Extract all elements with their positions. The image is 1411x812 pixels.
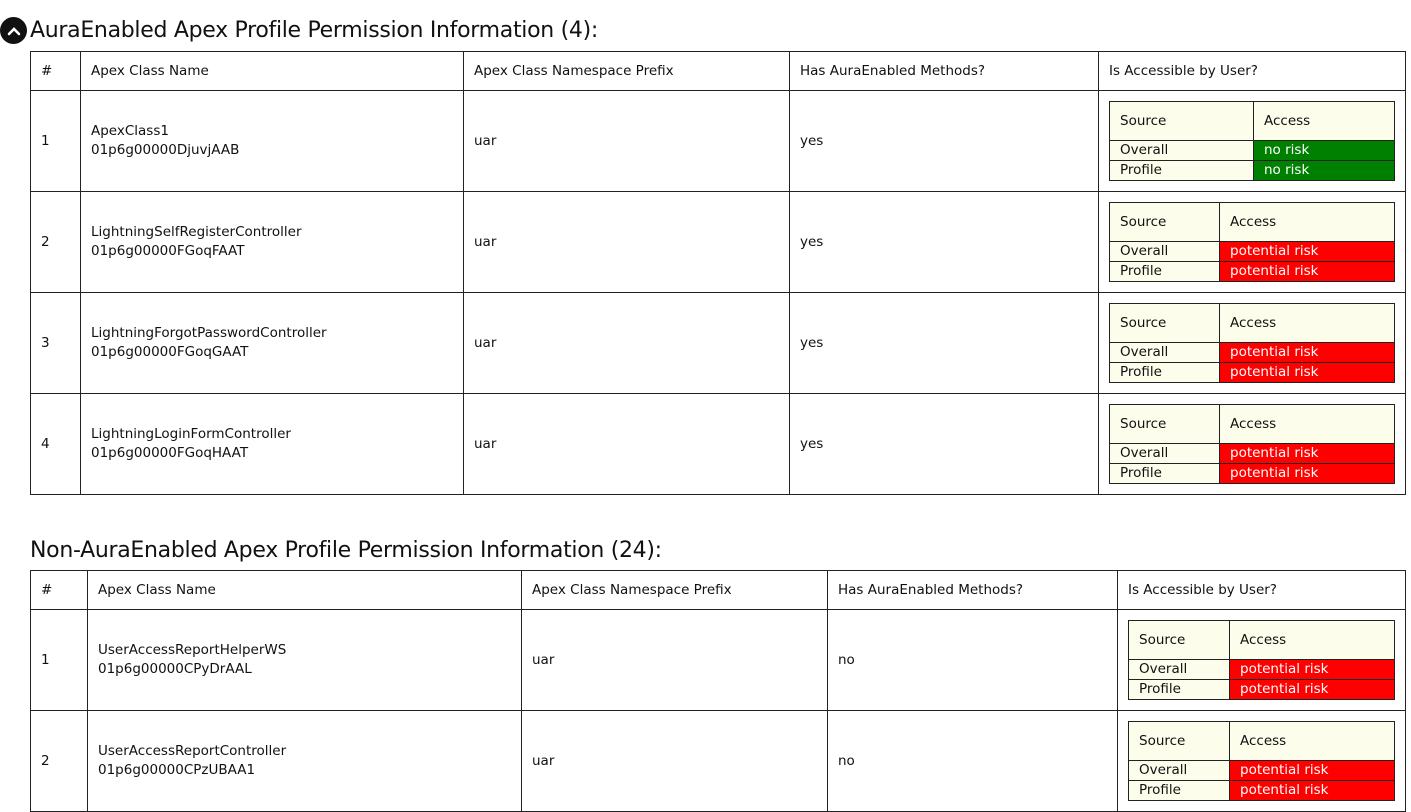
- accessibility-cell: [1099, 293, 1406, 394]
- access-status-badge: no risk: [1254, 141, 1395, 161]
- access-row-profile: [1110, 464, 1395, 484]
- row-number: 2: [31, 192, 81, 293]
- column-header: Is Accessible by User?: [1099, 52, 1406, 91]
- source-label: Overall: [1110, 343, 1220, 363]
- access-row-profile: [1110, 161, 1395, 181]
- apex-class-cell: [88, 711, 522, 812]
- apex-class-name: UserAccessReportController: [98, 743, 287, 759]
- accessibility-cell: [1118, 711, 1406, 812]
- accessibility-cell: [1118, 610, 1406, 711]
- source-header: Source: [1110, 203, 1220, 242]
- source-label: Overall: [1110, 444, 1220, 464]
- access-row-overall: [1110, 343, 1395, 363]
- namespace-prefix: uar: [464, 91, 790, 192]
- access-row-profile: [1110, 363, 1395, 383]
- table-row: [31, 192, 1406, 293]
- has-aura-enabled: yes: [790, 293, 1099, 394]
- access-status-badge: potential risk: [1220, 262, 1395, 282]
- accessibility-cell: [1099, 394, 1406, 495]
- access-status-badge: potential risk: [1220, 363, 1395, 383]
- apex-class-cell: [81, 293, 464, 394]
- column-header: Apex Class Name: [88, 571, 522, 610]
- table-row: [31, 711, 1406, 812]
- namespace-prefix: uar: [464, 293, 790, 394]
- source-label: Overall: [1110, 242, 1220, 262]
- access-header: Access: [1230, 722, 1395, 761]
- source-label: Overall: [1110, 141, 1254, 161]
- access-status-badge: potential risk: [1220, 242, 1395, 262]
- access-header-row: [1110, 203, 1395, 242]
- source-header: Source: [1129, 722, 1230, 761]
- row-number: 3: [31, 293, 81, 394]
- access-status-badge: potential risk: [1230, 761, 1395, 781]
- apex-class-id: 01p6g00000FGoqGAAT: [91, 344, 249, 360]
- access-header-row: [1110, 102, 1395, 141]
- namespace-prefix: uar: [464, 192, 790, 293]
- column-header: #: [31, 571, 88, 610]
- access-row-overall: [1110, 242, 1395, 262]
- access-header: Access: [1254, 102, 1395, 141]
- access-table: [1109, 101, 1395, 181]
- chevron-up-icon: [7, 26, 21, 36]
- apex-class-cell: [88, 610, 522, 711]
- access-table: [1128, 620, 1395, 700]
- access-table: [1109, 404, 1395, 484]
- access-row-profile: [1129, 680, 1395, 700]
- namespace-prefix: uar: [522, 610, 828, 711]
- column-header: Apex Class Name: [81, 52, 464, 91]
- source-label: Profile: [1110, 363, 1220, 383]
- accessibility-cell: [1099, 91, 1406, 192]
- has-aura-enabled: no: [828, 711, 1118, 812]
- access-header: Access: [1220, 304, 1395, 343]
- table-header-row: [31, 571, 1406, 610]
- access-header-row: [1129, 722, 1395, 761]
- table-row: [31, 394, 1406, 495]
- access-header-row: [1129, 621, 1395, 660]
- column-header: Has AuraEnabled Methods?: [828, 571, 1118, 610]
- namespace-prefix: uar: [522, 711, 828, 812]
- section-title-non-aura: Non-AuraEnabled Apex Profile Permission Information (24):: [30, 538, 662, 563]
- access-status-badge: no risk: [1254, 161, 1395, 181]
- row-number: 1: [31, 610, 88, 711]
- source-header: Source: [1110, 304, 1220, 343]
- source-label: Profile: [1129, 781, 1230, 801]
- apex-class-name: UserAccessReportHelperWS: [98, 642, 287, 658]
- apex-class-cell: [81, 394, 464, 495]
- apex-class-id: 01p6g00000DjuvjAAB: [91, 142, 240, 158]
- collapse-toggle-button[interactable]: [0, 17, 27, 44]
- source-header: Source: [1129, 621, 1230, 660]
- access-status-badge: potential risk: [1230, 660, 1395, 680]
- apex-class-name: LightningForgotPasswordController: [91, 325, 327, 341]
- access-header: Access: [1220, 203, 1395, 242]
- column-header: Has AuraEnabled Methods?: [790, 52, 1099, 91]
- source-label: Profile: [1129, 680, 1230, 700]
- column-header: Is Accessible by User?: [1118, 571, 1406, 610]
- section-title-aura: AuraEnabled Apex Profile Permission Information (4):: [30, 18, 598, 43]
- access-row-profile: [1110, 262, 1395, 282]
- access-row-overall: [1110, 444, 1395, 464]
- access-table: [1128, 721, 1395, 801]
- apex-class-name: LightningSelfRegisterController: [91, 224, 302, 240]
- apex-class-name: LightningLoginFormController: [91, 426, 291, 442]
- non-aura-enabled-table: [30, 570, 1406, 812]
- access-header: Access: [1230, 621, 1395, 660]
- access-status-badge: potential risk: [1220, 343, 1395, 363]
- column-header: Apex Class Namespace Prefix: [464, 52, 790, 91]
- row-number: 2: [31, 711, 88, 812]
- access-row-overall: [1129, 660, 1395, 680]
- aura-enabled-table: [30, 51, 1406, 495]
- source-label: Profile: [1110, 464, 1220, 484]
- access-table: [1109, 202, 1395, 282]
- source-label: Overall: [1129, 761, 1230, 781]
- access-status-badge: potential risk: [1230, 781, 1395, 801]
- source-header: Source: [1110, 405, 1220, 444]
- table-row: [31, 91, 1406, 192]
- access-status-badge: potential risk: [1220, 444, 1395, 464]
- source-label: Profile: [1110, 161, 1254, 181]
- access-table: [1109, 303, 1395, 383]
- column-header: Apex Class Namespace Prefix: [522, 571, 828, 610]
- has-aura-enabled: yes: [790, 394, 1099, 495]
- access-status-badge: potential risk: [1230, 680, 1395, 700]
- access-header-row: [1110, 405, 1395, 444]
- has-aura-enabled: yes: [790, 192, 1099, 293]
- access-row-profile: [1129, 781, 1395, 801]
- namespace-prefix: uar: [464, 394, 790, 495]
- table-row: [31, 610, 1406, 711]
- apex-class-id: 01p6g00000CPyDrAAL: [98, 661, 252, 677]
- apex-class-cell: [81, 91, 464, 192]
- apex-class-name: ApexClass1: [91, 123, 169, 139]
- source-header: Source: [1110, 102, 1254, 141]
- row-number: 1: [31, 91, 81, 192]
- apex-class-cell: [81, 192, 464, 293]
- table-row: [31, 293, 1406, 394]
- access-header: Access: [1220, 405, 1395, 444]
- has-aura-enabled: yes: [790, 91, 1099, 192]
- has-aura-enabled: no: [828, 610, 1118, 711]
- access-status-badge: potential risk: [1220, 464, 1395, 484]
- access-row-overall: [1129, 761, 1395, 781]
- source-label: Overall: [1129, 660, 1230, 680]
- access-row-overall: [1110, 141, 1395, 161]
- access-header-row: [1110, 304, 1395, 343]
- accessibility-cell: [1099, 192, 1406, 293]
- apex-class-id: 01p6g00000FGoqHAAT: [91, 445, 249, 461]
- table-header-row: [31, 52, 1406, 91]
- source-label: Profile: [1110, 262, 1220, 282]
- apex-class-id: 01p6g00000FGoqFAAT: [91, 243, 245, 259]
- apex-class-id: 01p6g00000CPzUBAA1: [98, 762, 256, 778]
- column-header: #: [31, 52, 81, 91]
- row-number: 4: [31, 394, 81, 495]
